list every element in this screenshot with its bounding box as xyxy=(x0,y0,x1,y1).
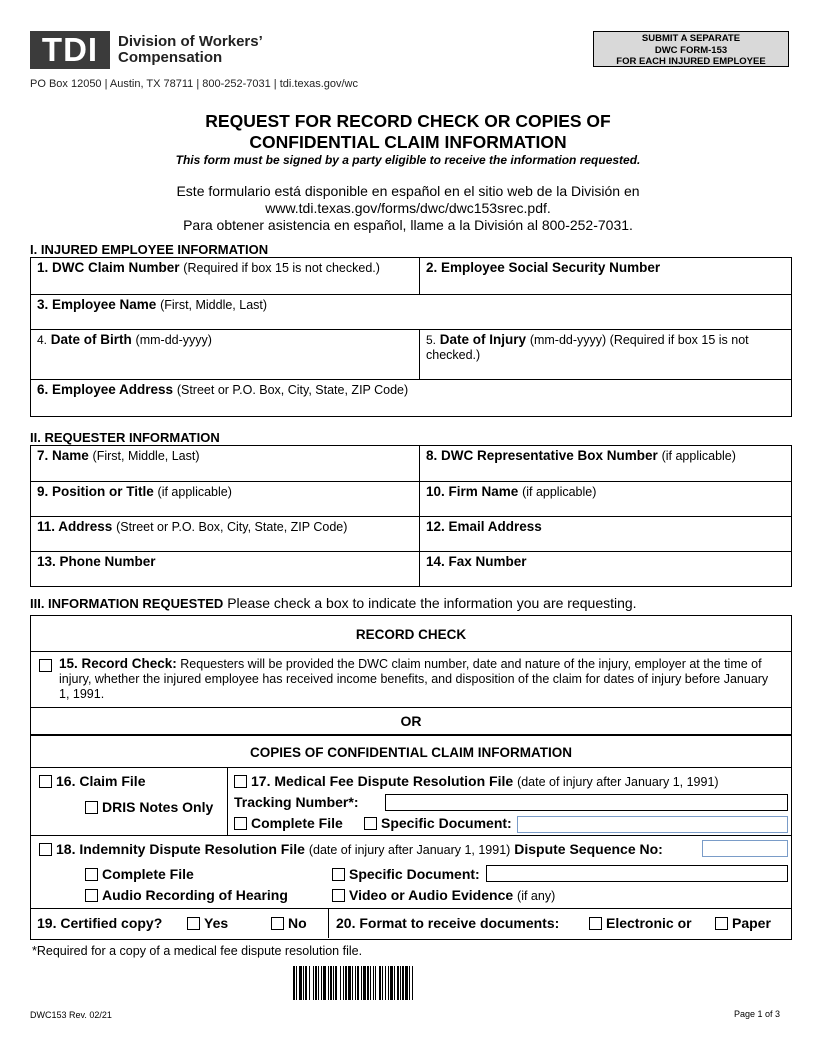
field-15-checkbox[interactable] xyxy=(39,657,56,675)
field-16-17-row xyxy=(31,768,791,836)
tracking-number-input[interactable] xyxy=(385,794,788,811)
section1-table xyxy=(30,257,792,417)
form-id: DWC153 Rev. 02/21 xyxy=(30,1010,112,1020)
field-2-ssn[interactable]: 2. Employee Social Security Number xyxy=(420,258,792,295)
field-5-doi[interactable]: 5. Date of Injury (mm-dd-yyyy) (Required if box 15 is not checked.) xyxy=(420,330,792,380)
field-18-audio[interactable]: Audio Recording of Hearing xyxy=(85,887,288,903)
field-18-specific-doc-input[interactable] xyxy=(486,865,788,882)
title-line2: CONFIDENTIAL CLAIM INFORMATION xyxy=(249,132,567,152)
field-19-yes[interactable]: Yes xyxy=(187,915,228,931)
field-4-dob[interactable]: 4. Date of Birth (mm-dd-yyyy) xyxy=(31,330,420,380)
field-17-complete-file[interactable]: Complete File xyxy=(234,815,343,831)
section3-heading-note: Please check a box to indicate the information you are requesting. xyxy=(227,595,637,611)
submit-line1: SUBMIT A SEPARATE xyxy=(641,33,741,44)
field-19-20-row xyxy=(31,909,791,938)
title-line1: REQUEST FOR RECORD CHECK OR COPIES OF xyxy=(205,111,611,131)
or-divider: OR xyxy=(400,713,422,729)
footnote: *Required for a copy of a medical fee dispute resolution file. xyxy=(32,944,363,958)
field-19-no[interactable]: No xyxy=(271,915,307,931)
field-6-employee-address[interactable]: 6. Employee Address (Street or P.O. Box, City, State, ZIP Code) xyxy=(31,380,792,417)
section1-heading: I. INJURED EMPLOYEE INFORMATION xyxy=(30,242,269,257)
spanish-line1: Este formulario está disponible en español en el sitio web de la División en xyxy=(176,183,640,199)
org-line1: Division of Workers’ xyxy=(118,33,263,50)
org-address: PO Box 12050 | Austin, TX 78711 | 800-252-7031 | tdi.texas.gov/wc xyxy=(30,78,358,90)
field-10-firm[interactable]: 10. Firm Name (if applicable) xyxy=(420,482,792,517)
field-17-mfdr[interactable]: 17. Medical Fee Dispute Resolution File (date of injury after January 1, 1991) xyxy=(234,773,719,789)
field-18-complete-file[interactable]: Complete File xyxy=(85,866,194,882)
field-19-label: 19. Certified copy? xyxy=(37,915,163,931)
field-18-row xyxy=(31,836,791,909)
divider-19-20 xyxy=(328,909,329,938)
field-17-specific-doc-input[interactable] xyxy=(517,816,788,833)
record-check-title: RECORD CHECK xyxy=(355,627,467,642)
spanish-line2: www.tdi.texas.gov/forms/dwc/dwc153srec.pdf. xyxy=(265,200,551,216)
field-3-employee-name[interactable]: 3. Employee Name (First, Middle, Last) xyxy=(31,295,792,330)
submit-notice xyxy=(593,31,789,67)
field-15-label: 15. Record Check: xyxy=(59,656,177,671)
section2-heading: II. REQUESTER INFORMATION xyxy=(30,430,220,445)
org-line2: Compensation xyxy=(118,49,223,66)
submit-line3: FOR EACH INJURED EMPLOYEE xyxy=(616,56,766,67)
submit-line2: DWC FORM-153 xyxy=(654,44,728,56)
field-18-idr[interactable]: 18. Indemnity Dispute Resolution File (date of injury after January 1, 1991) Dispute Sequence No: xyxy=(39,841,663,857)
field-15-text-block xyxy=(59,656,779,702)
copies-title: COPIES OF CONFIDENTIAL CLAIM INFORMATION xyxy=(250,745,572,760)
field-12-email[interactable]: 12. Email Address xyxy=(420,517,792,552)
tracking-label: Tracking Number*: xyxy=(234,794,359,810)
spanish-line3: Para obtener asistencia en español, llame a la División al 800-252-7031. xyxy=(183,217,633,233)
field-20-electronic[interactable]: Electronic or xyxy=(589,915,692,931)
field-7-name[interactable]: 7. Name (First, Middle, Last) xyxy=(31,446,420,482)
field-16-dris[interactable]: DRIS Notes Only xyxy=(85,799,213,815)
dispute-sequence-input[interactable] xyxy=(702,840,788,857)
field-16-claim-file[interactable]: 16. Claim File xyxy=(39,773,145,789)
subtitle: This form must be signed by a party eligible to receive the information requested. xyxy=(175,153,641,167)
section3-box xyxy=(30,615,792,940)
field-9-position[interactable]: 9. Position or Title (if applicable) xyxy=(31,482,420,517)
field-13-phone[interactable]: 13. Phone Number xyxy=(31,552,420,587)
barcode xyxy=(293,966,523,1000)
page-number: Page 1 of 3 xyxy=(734,1009,781,1019)
divider-16-17 xyxy=(227,768,228,835)
field-15-row xyxy=(31,652,791,708)
tdi-logo: TDI xyxy=(30,31,110,69)
org-name xyxy=(118,34,263,66)
section3-heading-line xyxy=(30,595,637,611)
section3-heading: III. INFORMATION REQUESTED xyxy=(30,596,224,611)
field-17-specific-doc[interactable]: Specific Document: xyxy=(364,815,512,831)
copies-header xyxy=(31,735,791,768)
record-check-header xyxy=(31,616,791,652)
field-20-paper[interactable]: Paper xyxy=(715,915,771,931)
or-row xyxy=(31,708,791,735)
field-15-description: Requesters will be provided the DWC claim number, date and nature of the injury, employer at the time of injury, whether the injured employee has received income benefits, and disposition of the claim for dates of injury before January 1, 1991. xyxy=(59,657,769,701)
field-18-specific-doc[interactable]: Specific Document: xyxy=(332,866,480,882)
field-20-label: 20. Format to receive documents: xyxy=(336,915,560,931)
field-18-video[interactable]: Video or Audio Evidence (if any) xyxy=(332,887,555,903)
field-11-address[interactable]: 11. Address (Street or P.O. Box, City, State, ZIP Code) xyxy=(31,517,420,552)
field-1-claim-number[interactable]: 1. DWC Claim Number (Required if box 15 is not checked.) xyxy=(31,258,420,295)
field-8-box-number[interactable]: 8. DWC Representative Box Number (if applicable) xyxy=(420,446,792,482)
field-14-fax[interactable]: 14. Fax Number xyxy=(420,552,792,587)
section2-table xyxy=(30,445,792,587)
